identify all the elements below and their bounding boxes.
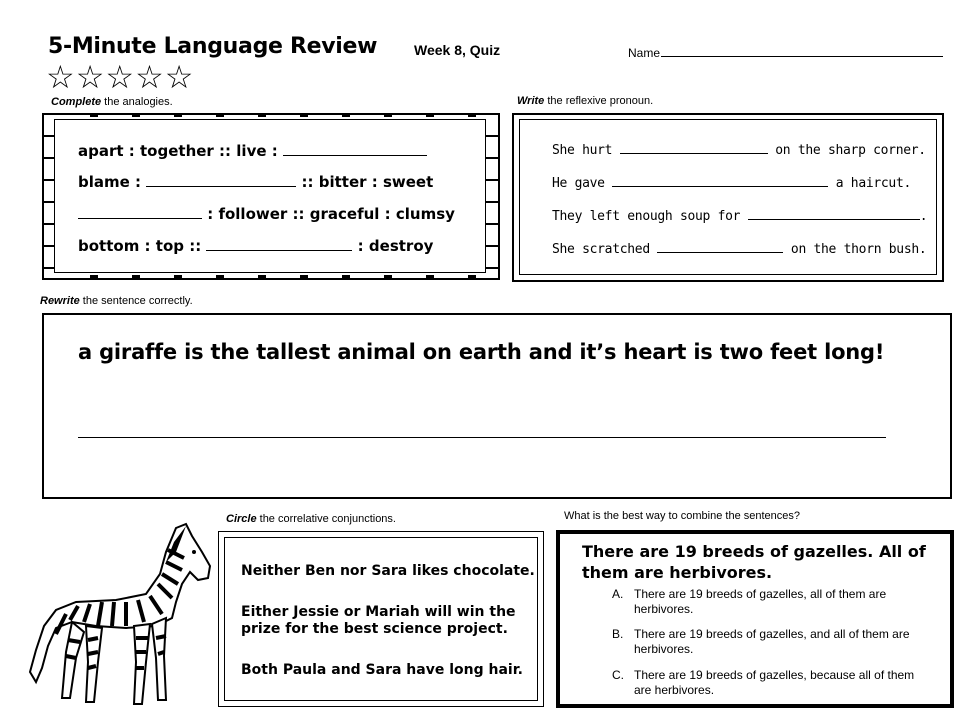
reflexive-row: He gave a haircut.	[552, 176, 912, 191]
frame-tick	[468, 113, 476, 117]
frame-tick	[486, 245, 498, 247]
rewrite-sentence: a giraffe is the tallest animal on earth and it’s heart is two feet long!	[78, 340, 885, 364]
frame-tick	[174, 275, 182, 279]
frame-tick	[486, 267, 498, 269]
frame-tick	[132, 275, 140, 279]
frame-tick	[90, 275, 98, 279]
week-label: Week 8, Quiz	[414, 42, 501, 58]
frame-tick	[42, 157, 54, 159]
frame-tick	[384, 275, 392, 279]
frame-tick	[258, 275, 266, 279]
reflexive-instruction: Write the reflexive pronoun.	[517, 95, 654, 107]
name-line	[661, 46, 943, 57]
worksheet-title: 5-Minute Language Review	[48, 34, 378, 59]
frame-tick	[426, 113, 434, 117]
analogy-row: blame : :: bitter : sweet	[78, 173, 434, 191]
conjunction-sentence-2[interactable]: Either Jessie or Mariah will win the prize for the best science project.	[241, 604, 516, 637]
star-rating-icons: ☆☆☆☆☆	[46, 58, 195, 96]
reflexive-row: She hurt on the sharp corner.	[552, 143, 926, 158]
rewrite-answer-line[interactable]	[78, 437, 886, 438]
frame-tick	[300, 113, 308, 117]
reflexive-row: They left enough soup for .	[552, 209, 928, 224]
frame-tick	[42, 135, 54, 137]
reflexive-blank[interactable]	[748, 207, 920, 220]
frame-tick	[486, 201, 498, 203]
frame-tick	[216, 275, 224, 279]
analogy-blank[interactable]	[206, 236, 352, 251]
frame-tick	[132, 113, 140, 117]
combine-prompt: There are 19 breeds of gazelles. All of them are herbivores.	[582, 542, 926, 582]
frame-tick	[216, 113, 224, 117]
analogy-blank[interactable]	[146, 172, 296, 187]
combine-question: What is the best way to combine the sentences?	[564, 510, 801, 522]
reflexive-row: She scratched on the thorn bush.	[552, 242, 927, 257]
frame-tick	[42, 245, 54, 247]
combine-option-c[interactable]: C. There are 19 breeds of gazelles, because all of them are herbivores.	[612, 668, 915, 697]
frame-tick	[426, 275, 434, 279]
frame-tick	[342, 113, 350, 117]
reflexive-blank[interactable]	[657, 240, 783, 253]
frame-tick	[300, 275, 308, 279]
name-label: Name	[628, 46, 661, 60]
frame-tick	[42, 267, 54, 269]
frame-tick	[42, 201, 54, 203]
analogies-instruction: Complete the analogies.	[51, 96, 173, 108]
frame-tick	[258, 113, 266, 117]
combine-option-a[interactable]: A. There are 19 breeds of gazelles, all of them are herbivores.	[612, 587, 887, 616]
conjunction-sentence-1[interactable]: Neither Ben nor Sara likes chocolate.	[241, 563, 535, 579]
analogy-row: : follower :: graceful : clumsy	[78, 204, 455, 223]
conjunction-sentence-3[interactable]: Both Paula and Sara have long hair.	[241, 662, 523, 678]
combine-option-b[interactable]: B. There are 19 breeds of gazelles, and all of them are herbivores.	[612, 627, 910, 656]
rewrite-instruction: Rewrite the sentence correctly.	[40, 295, 193, 307]
frame-tick	[486, 223, 498, 225]
analogy-blank[interactable]	[78, 204, 202, 219]
conjunctions-instruction: Circle the correlative conjunctions.	[226, 513, 396, 525]
frame-tick	[468, 275, 476, 279]
frame-tick	[342, 275, 350, 279]
reflexive-blank[interactable]	[620, 141, 768, 154]
zebra-icon	[26, 522, 216, 710]
analogy-row: apart : together :: live :	[78, 141, 427, 160]
frame-tick	[384, 113, 392, 117]
frame-tick	[486, 179, 498, 181]
frame-tick	[486, 135, 498, 137]
frame-tick	[174, 113, 182, 117]
analogy-blank[interactable]	[283, 141, 427, 156]
frame-tick	[42, 179, 54, 181]
reflexive-blank[interactable]	[612, 174, 828, 187]
frame-tick	[486, 157, 498, 159]
frame-tick	[42, 223, 54, 225]
frame-tick	[90, 113, 98, 117]
analogy-row: bottom : top :: : destroy	[78, 237, 434, 255]
name-field[interactable]	[628, 46, 943, 60]
